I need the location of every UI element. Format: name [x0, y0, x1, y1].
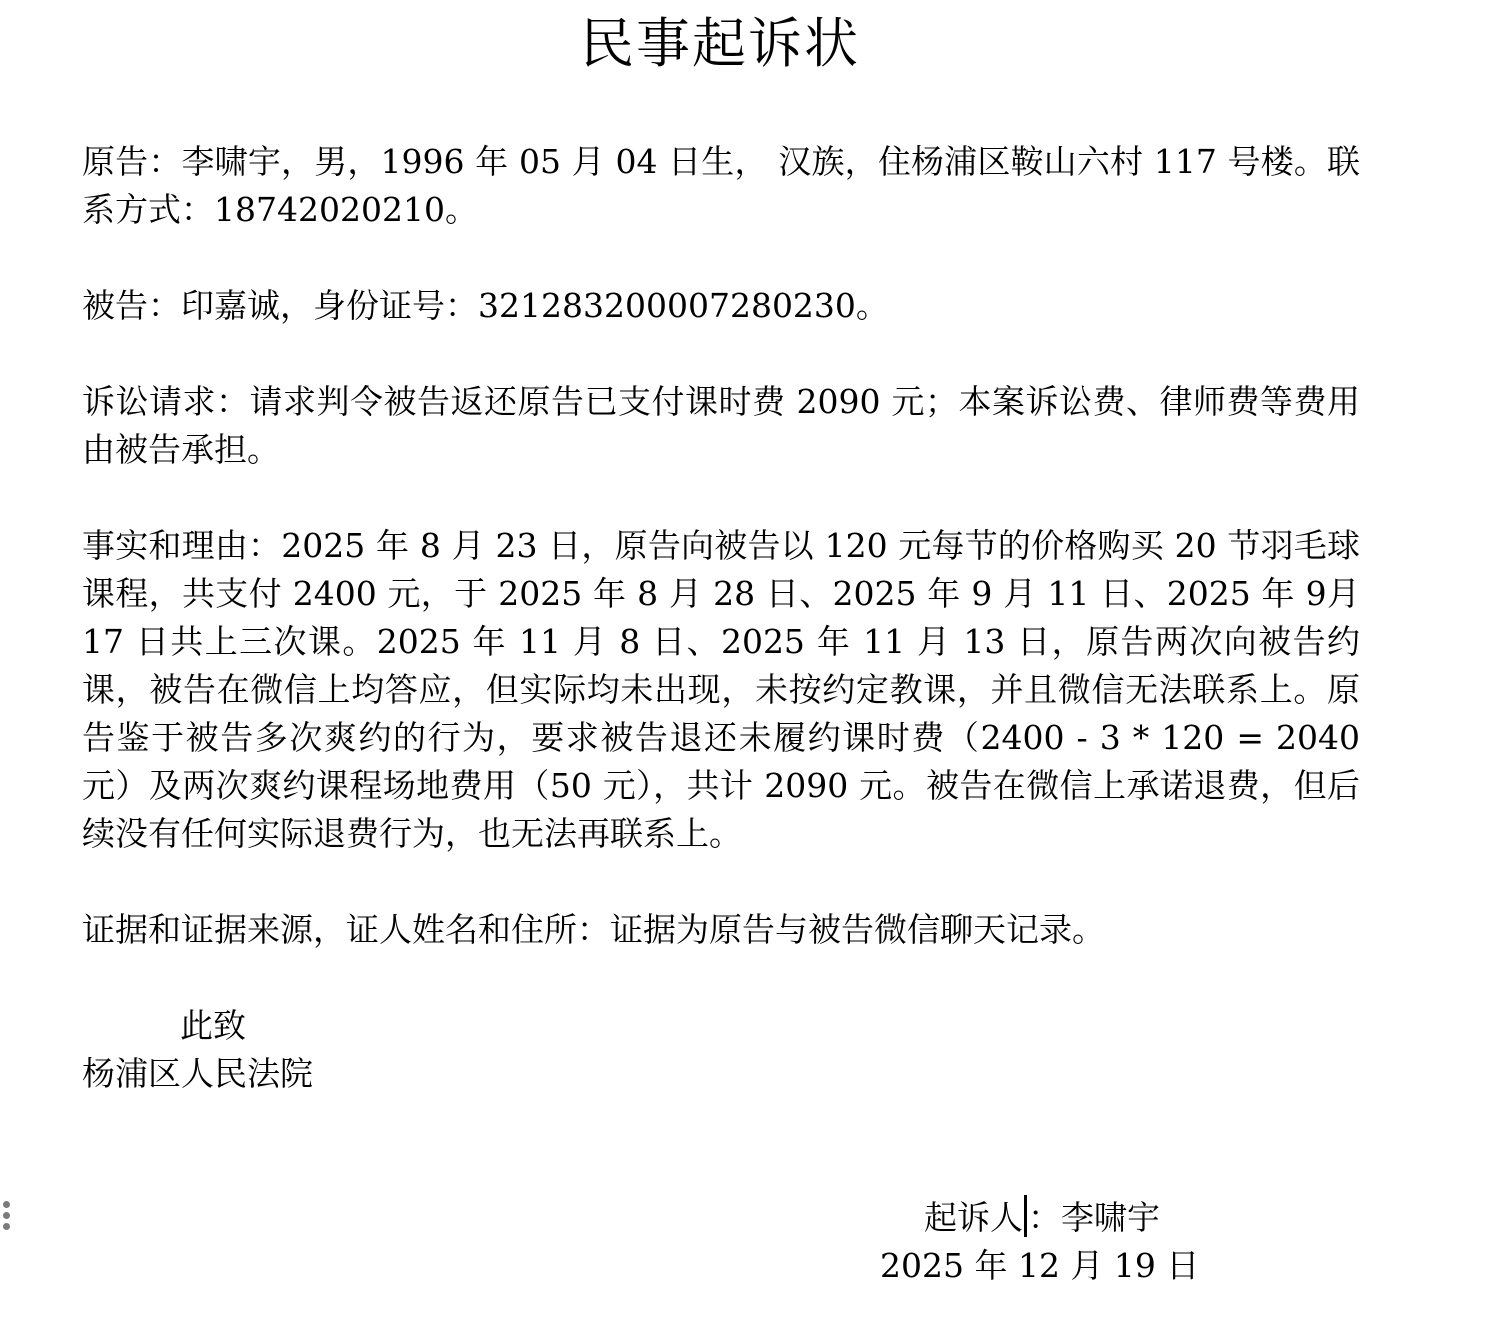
signature-label: 起诉人 — [924, 1198, 1023, 1237]
text-cursor — [1024, 1195, 1027, 1237]
drag-handle-icon[interactable] — [2, 1201, 12, 1235]
salutation: 此致 — [180, 1006, 246, 1045]
signature-colon: ： — [1028, 1198, 1061, 1237]
evidence-paragraph: 证据和证据来源，证人姓名和住所：证据为原告与被告微信聊天记录。 — [82, 910, 1105, 949]
court-name: 杨浦区人民法院 — [82, 1054, 313, 1093]
defendant-paragraph: 被告：印嘉诚，身份证号：321283200007280230。 — [82, 286, 889, 325]
signature-name: 李啸宇 — [1061, 1198, 1160, 1237]
claims-paragraph: 诉讼请求：请求判令被告返还原告已支付课时费 2090 元；本案诉讼费、律师费等费用由被告承担。 — [82, 382, 1360, 469]
document-title: 民事起诉状 — [580, 12, 860, 75]
signature-line[interactable] — [924, 1194, 1160, 1242]
document-date: 2025 年 12 月 19 日 — [880, 1246, 1200, 1285]
plaintiff-paragraph: 原告：李啸宇，男，1996 年 05 月 04 日生， 汉族，住杨浦区鞍山六村 117 号楼。联系方式：18742020210。 — [82, 142, 1360, 229]
facts-paragraph: 事实和理由：2025 年 8 月 23 日，原告向被告以 120 元每节的价格购买 20 节羽毛球课程，共支付 2400 元，于 2025 年 8 月 28 日、2025 年 9 月 11 日、2025 年 9月 17 日共上三次课。2025 年 11 月 8 日、2025 年 11 月 13 日，原告两次向被告约课，被告在微信上均答应，但实际均未出现，未按约定教课，并且微信无法联系上。原告鉴于被告多次爽约的行为，要求被告退还未履约课时费（2400 - 3 * 120 = 2040 元）及两次爽约课程场地费用（50 元），共计 2090 元。被告在微信上承诺退费，但后续没有任何实际退费行为，也无法再联系上。 — [82, 526, 1360, 853]
